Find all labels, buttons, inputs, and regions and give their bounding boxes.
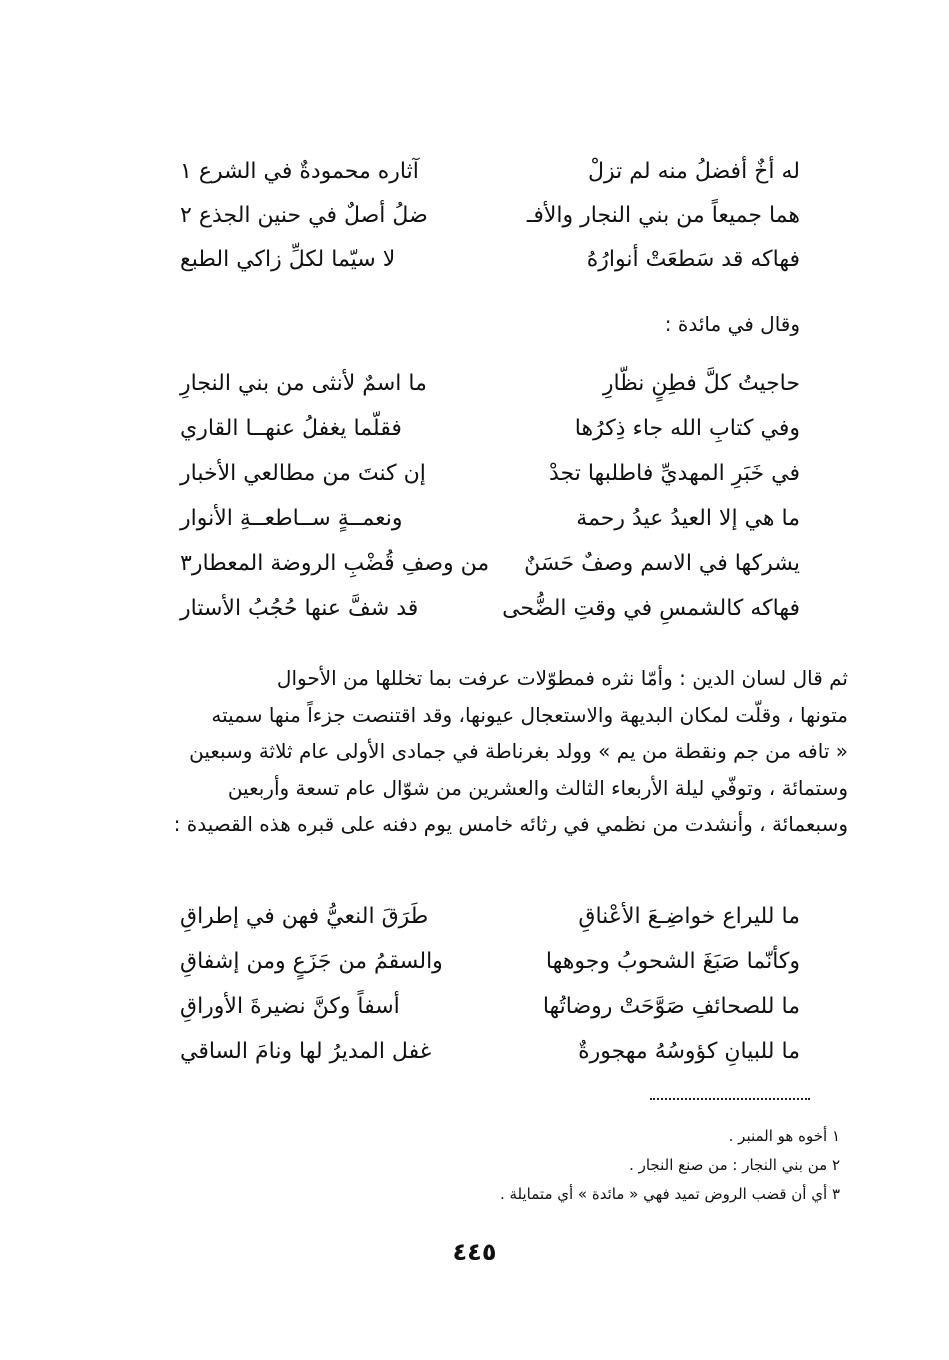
verse-second-hemistich: أسفاً وكنَّ نضيرةَ الأوراقِ [180, 994, 400, 1019]
footnote: ٣ أي أن قضب الروض تميد فهي « مائدة » أي متمايلة . [499, 1185, 840, 1203]
verse-first-hemistich: يشركها في الاسم وصفٌ حَسَنٌ [524, 551, 800, 576]
prose-line: ثم قال لسان الدين : وأمّا نثره فمطوّلات عرفت بما تخللها من الأحوال [276, 666, 848, 690]
verse-second-hemistich: طَرَقَ النعيُّ فهن في إطراقِ [180, 904, 429, 929]
verse-second-hemistich: آثاره محمودةٌ في الشرع ١ [180, 159, 419, 184]
prose-line: وستمائة ، وتوفّي ليلة الأربعاء الثالث والعشرين من شوّال عام تسعة وأربعين [227, 775, 848, 800]
verse-second-hemistich: ضلُ أصلٌ في حنين الجذع ٢ [180, 203, 428, 228]
verse-first-hemistich: ما للبيانِ كؤوسُهُ مهجورةٌ [578, 1039, 800, 1064]
section-heading: وقال في مائدة : [664, 312, 800, 336]
verse-line [180, 238, 800, 282]
verse-first-hemistich: له أخٌ أفضلُ منه لم تزلْ [588, 159, 800, 184]
verse-line [180, 940, 800, 984]
footnote-divider [650, 1098, 810, 1100]
verse-line [180, 452, 800, 496]
prose-line: « تافه من جم ونقطة من يم » وولد بغرناطة في جمادى الأولى عام ثلاثة وسبعين [189, 739, 848, 763]
verse-line [180, 150, 800, 194]
verse-first-hemistich: وكأنّما صَبَغَ الشحوبُ وجوهها [545, 949, 800, 974]
verse-second-hemistich: من وصفِ قُضْبِ الروضة المعطار٣ [180, 551, 490, 576]
verse-line [180, 542, 800, 586]
verse-line [180, 407, 800, 451]
verse-second-hemistich: والسقمُ من جَزَعٍ ومن إشفاقِ [180, 949, 443, 974]
verse-second-hemistich: لا سيّما لكلِّ زاكي الطبع [180, 247, 396, 272]
verse-line [180, 1030, 800, 1074]
verse-first-hemistich: ما لليراع خواضِـعَ الأعْناقِ [578, 904, 800, 929]
verse-second-hemistich: إن كنتَ من مطالعي الأخبار [180, 461, 426, 486]
prose-paragraph [148, 660, 848, 843]
footnote: ٢ من بني النجار : من صنع النجار . [629, 1156, 840, 1174]
verse-first-hemistich: حاجيتُ كلَّ فطِنٍ نظّارِ [602, 371, 800, 396]
verse-second-hemistich: فقلّما يغفلُ عنهــا القاري [180, 416, 402, 441]
verse-first-hemistich: وفي كتابِ الله جاء ذِكرُها [574, 416, 800, 441]
verse-line [180, 587, 800, 631]
verse-second-hemistich: قد شفَّ عنها حُجُبُ الأستار [180, 596, 419, 621]
verse-line [180, 362, 800, 406]
verse-second-hemistich: ما اسمٌ لأنثى من بني النجارِ [180, 371, 427, 396]
footnote: ١ أخوه هو المنبر . [728, 1127, 840, 1145]
footnotes [400, 1122, 840, 1209]
verse-first-hemistich: فهاكه قد سَطعَتْ أنوارُهُ [586, 247, 800, 272]
verse-line [180, 985, 800, 1029]
verse-first-hemistich: هما جميعاً من بني النجار والأفـ [526, 203, 800, 228]
prose-line: متونها ، وقلّت لمكان البديهة والاستعجال عيونها، وقد اقتنصت جزءاً منها سميته [211, 702, 848, 727]
verse-first-hemistich: ما للصحائفِ صَوَّحَتْ روضاتُها [542, 994, 800, 1019]
prose-line: وسبعمائة ، وأنشدت من نظمي في رثائه خامس يوم دفنه على قبره هذه القصيدة : [173, 812, 848, 836]
verse-first-hemistich: فهاكه كالشمسِ في وقتِ الضُّحى [502, 596, 800, 621]
verse-line [180, 194, 800, 238]
verse-first-hemistich: ما هي إلا العيدُ عيدُ رحمة [576, 506, 800, 531]
page-number: ٤٤٥ [452, 1238, 497, 1266]
verse-second-hemistich: ونعمــةٍ ســاطعــةِ الأنوار [180, 506, 403, 531]
verse-line [180, 497, 800, 541]
verse-line [180, 895, 800, 939]
verse-first-hemistich: في خَبَرِ المهديِّ فاطلبها تجدْ [548, 461, 800, 486]
verse-second-hemistich: غفل المديرُ لها ونامَ الساقي [180, 1039, 432, 1064]
